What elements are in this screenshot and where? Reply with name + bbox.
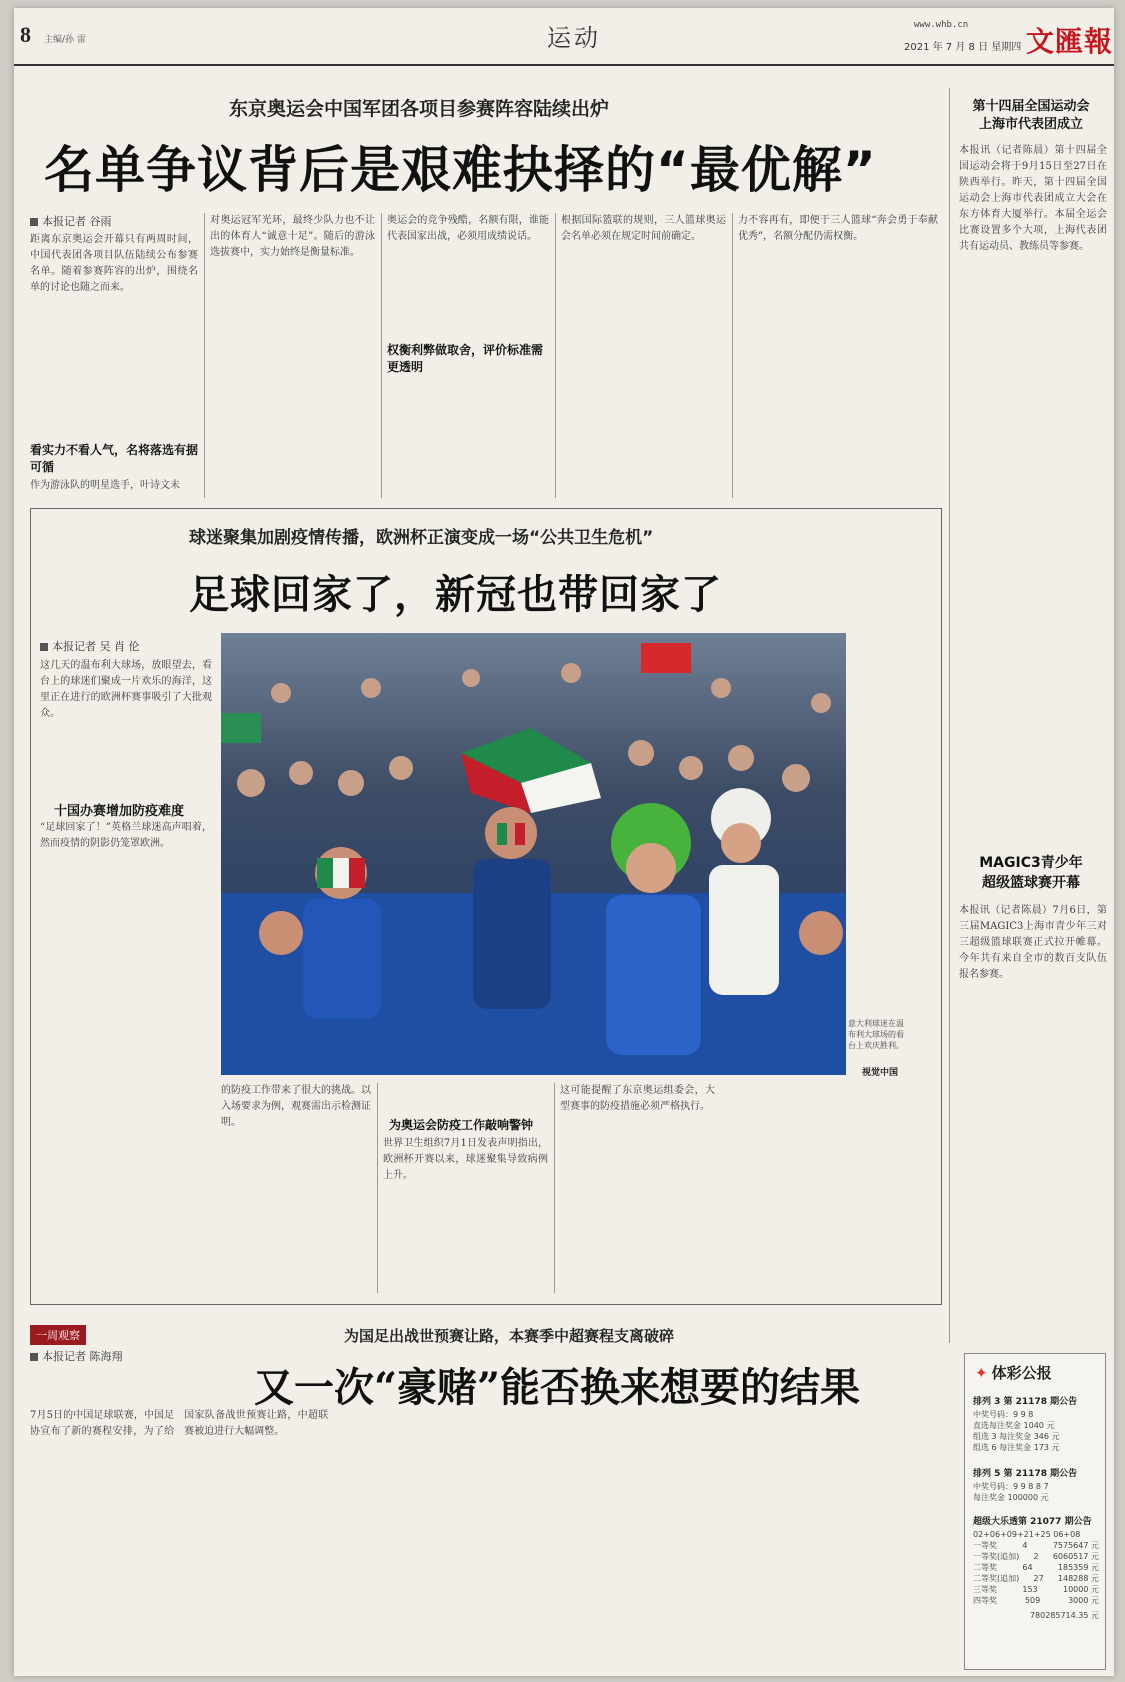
right-column-rule	[949, 88, 950, 1343]
right-top-headline-line2: 上海市代表团成立	[978, 117, 1083, 132]
lottery-logo-icon: ✦	[975, 1364, 988, 1382]
lead-col5: 力不容再有，即便于三人篮球“奔会勇于奉献优秀”，名额分配仍需权衡。	[738, 215, 938, 242]
lead-col4: 根据国际篮联的规则，三人篮球奥运会名单必须在规定时间前确定。	[561, 215, 726, 242]
prize-amount: 7575647 元	[1052, 1541, 1099, 1550]
pick3-line: 组选 6 每注奖金 173 元	[973, 1443, 1060, 1452]
column-rule	[204, 213, 205, 498]
box-byline: 本报记者 吴 肖 伦	[40, 638, 140, 654]
fans-photo	[221, 633, 846, 1075]
column-rule	[377, 1083, 378, 1293]
site-url: www.whb.cn	[914, 20, 969, 30]
lead-subhead-2: 权衡利弊做取舍，评价标准需更透明	[387, 343, 544, 374]
prize-count: 64	[1022, 1563, 1033, 1572]
bottom-kicker: 为国足出战世预赛让路，本赛季中超赛程支离破碎	[344, 1327, 675, 1345]
prize-level: 一等奖(追加)	[973, 1552, 1020, 1561]
prize-amount: 148288 元	[1057, 1574, 1099, 1583]
right-top-body: 本报讯（记者陈晨）第十四届全国运动会将于9月15日至27日在陕西举行。昨天，第十四届全国运动会上海市代表团成立大会在东方体育大厦举行。本届全运会比赛设置多个大项，上海代表团共有运动员、教练员等参赛。	[959, 145, 1107, 252]
lottery-brand-label: 体彩公报	[991, 1364, 1052, 1382]
prize-row	[973, 1540, 1099, 1551]
prize-count: 2	[1033, 1552, 1039, 1561]
lead-kicker: 东京奥运会中国军团各项目参赛阵容陆续出炉	[229, 98, 610, 120]
right-top-headline	[956, 98, 1106, 134]
prize-row	[973, 1573, 1099, 1584]
prize-amount: 6060517 元	[1052, 1552, 1099, 1561]
lottery-pick3	[973, 1394, 1099, 1453]
box-col1-after: “足球回家了！”英格兰球迷高声唱着，然而疫情的阴影仍笼罩欧洲。	[40, 822, 212, 849]
lottery-pick5	[973, 1466, 1099, 1503]
bottom-byline: 本报记者 陈海翔	[30, 1348, 123, 1364]
editor-credit: 主编/孙 雷	[44, 35, 86, 45]
pick5-title: 排列 5 第 21178 期公告	[973, 1469, 1078, 1479]
pick3-line: 中奖号码：9 9 8	[973, 1410, 1034, 1419]
superlotto-title: 超级大乐透第 21077 期公告	[973, 1517, 1092, 1527]
prize-count: 4	[1022, 1541, 1028, 1550]
box-col1: 这几天的温布利大球场，放眼望去，看台上的球迷们聚成一片欢乐的海洋，这里正在进行的欧洲杯赛事吸引了大批观众。	[40, 660, 212, 719]
column-rule	[554, 1083, 555, 1293]
bottom-headline: 又一次“豪赌”能否换来想要的结果	[254, 1364, 861, 1411]
column-rule	[732, 213, 733, 498]
section-title: 运动	[547, 24, 601, 52]
prize-count: 509	[1024, 1596, 1041, 1605]
column-rule	[555, 213, 556, 498]
lead-col2: 对奥运冠军光环，最终少队力也不让出的体育人“诚意十足”。随后的游泳选拔赛中，实力始终是衡量标准。	[210, 215, 375, 258]
box-kicker: 球迷聚集加剧疫情传播，欧洲杯正演变成一场“公共卫生危机”	[189, 528, 654, 548]
box-subhead-1: 十国办赛增加防疫难度	[54, 804, 185, 819]
pick5-line: 每注奖金 100000 元	[973, 1493, 1049, 1502]
prize-count: 27	[1033, 1574, 1044, 1583]
prize-level: 四等奖	[973, 1596, 997, 1605]
bottom-body: 7月5日的中国足球联赛，中国足协宣布了新的赛程安排，为了给国家队备战世预赛让路，中超联赛被迫进行大幅调整。	[30, 1410, 329, 1437]
lead-byline: 本报记者 谷雨	[30, 213, 112, 229]
prize-row	[973, 1595, 1099, 1606]
stadium-crowd-image	[221, 633, 846, 1075]
lead-col1-after: 作为游泳队的明星选手，叶诗文未	[30, 480, 180, 491]
photo-caption: 意大利球迷在温布利大球场的看台上欢庆胜利。	[848, 1019, 904, 1050]
lead-col3: 奥运会的竞争残酷，名额有限，谁能代表国家出战，必须用成绩说话。	[387, 215, 549, 242]
lottery-brand	[975, 1362, 1052, 1383]
right-mid-headline-line1: MAGIC3青少年	[979, 855, 1083, 871]
newspaper-page	[14, 8, 1114, 1676]
prize-level: 三等奖	[973, 1585, 997, 1594]
pick3-title: 排列 3 第 21178 期公告	[973, 1397, 1078, 1407]
pick5-line: 中奖号码：9 9 8 8 7	[973, 1482, 1049, 1491]
box-lower-col4: 这可能提醒了东京奥运组委会，大型赛事的防疫措施必须严格执行。	[560, 1085, 715, 1112]
box-subhead-2: 为奥运会防疫工作敲响警钟	[389, 1118, 534, 1132]
column-rule	[381, 213, 382, 498]
prize-level: 二等奖	[973, 1563, 997, 1572]
issue-date: 2021 年 7 月 8 日 星期四	[904, 42, 1022, 53]
right-top-headline-line1: 第十四届全国运动会	[972, 99, 1090, 114]
page-header	[14, 8, 1114, 66]
right-mid-headline-line2: 超级篮球赛开幕	[982, 875, 1080, 891]
prize-count: 153	[1022, 1585, 1038, 1594]
masthead-logo: 文匯報	[1026, 25, 1114, 58]
lottery-superlotto	[973, 1514, 1099, 1621]
prize-level: 一等奖	[973, 1541, 997, 1550]
lottery-bulletin	[964, 1353, 1106, 1670]
lead-subhead-1: 看实力不看人气，名将落选有据可循	[30, 443, 199, 474]
prize-amount: 3000 元	[1068, 1596, 1099, 1605]
prize-row	[973, 1551, 1099, 1562]
pick3-line: 直选每注奖金 1040 元	[973, 1421, 1055, 1430]
prize-level: 二等奖(追加)	[973, 1574, 1020, 1583]
jackpot-pool: 780285714.35 元	[1029, 1611, 1099, 1620]
prize-row	[973, 1584, 1099, 1595]
box-lower-col2: 的防疫工作带来了很大的挑战。以入场要求为例，观赛需出示检测证明。	[221, 1085, 371, 1128]
prize-amount: 185359 元	[1057, 1563, 1099, 1572]
page-number: 8	[20, 22, 31, 47]
box-headline: 足球回家了，新冠也带回家了	[189, 571, 722, 618]
right-mid-body: 本报讯（记者陈晨）7月6日，第三届MAGIC3上海市青少年三对三超级篮球联赛正式拉开帷幕。今年共有来自全市的数百支队伍报名参赛。	[959, 905, 1107, 980]
weekly-watch-tag: 一周观察	[30, 1325, 86, 1345]
lead-headline: 名单争议背后是艰难抉择的“最优解”	[44, 141, 877, 199]
prize-amount: 10000 元	[1063, 1585, 1099, 1594]
box-lower-col3: 世界卫生组织7月1日发表声明指出，欧洲杯开赛以来，球迷聚集导致病例上升。	[383, 1138, 548, 1181]
right-mid-headline	[956, 853, 1106, 893]
prize-row	[973, 1562, 1099, 1573]
pick3-line: 组选 3 每注奖金 346 元	[973, 1432, 1060, 1441]
superlotto-numbers: 02+06+09+21+25 06+08	[973, 1530, 1081, 1539]
photo-credit: 视觉中国	[862, 1068, 899, 1078]
lead-col1: 距离东京奥运会开幕只有两周时间，中国代表团各项目队伍陆续公布参赛名单。随着参赛阵容的出炉，围绕名单的讨论也随之而来。	[30, 234, 198, 293]
